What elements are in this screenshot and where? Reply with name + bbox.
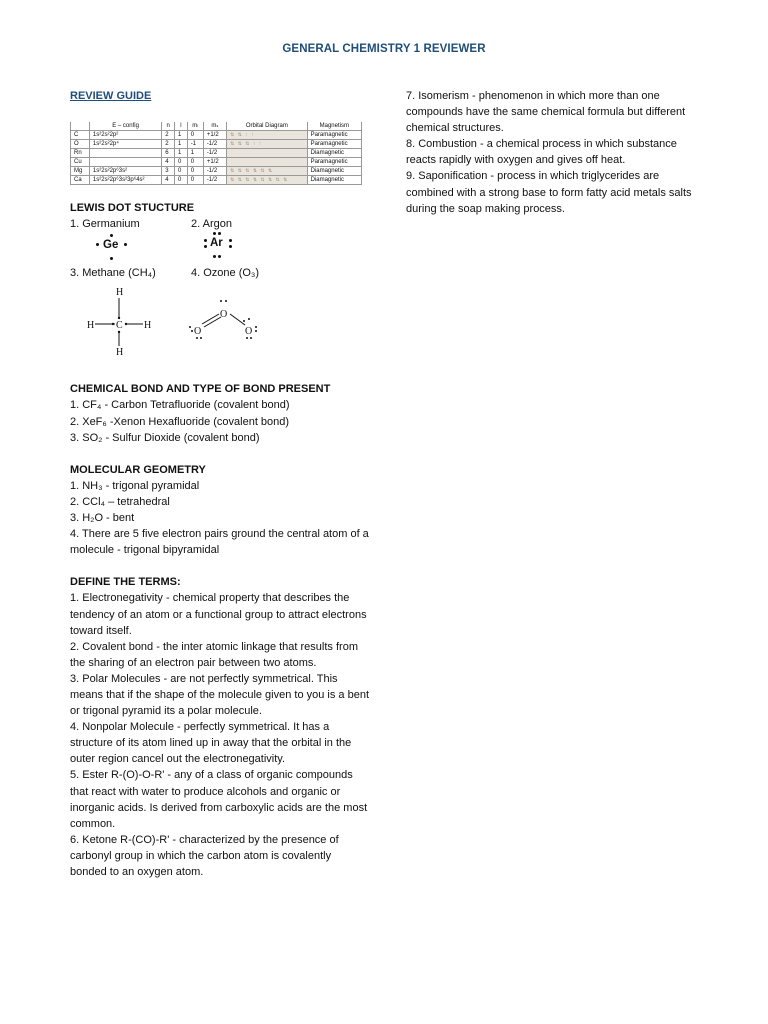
electron-dot <box>110 257 113 260</box>
table-header-cell: mₛ <box>203 122 226 131</box>
electron-dot <box>96 243 99 246</box>
bond-item: 2. XeF₆ -Xenon Hexafluoride (covalent bond) <box>70 415 290 428</box>
lewis-item-ozone: 4. Ozone (O₃) <box>191 267 260 280</box>
table-body <box>71 131 362 185</box>
table-cell: -1/2 <box>203 149 226 158</box>
table-cell: +1/2 <box>203 158 226 167</box>
table-header-cell: l <box>175 122 188 131</box>
table-cell: 1 <box>175 149 188 158</box>
table-cell <box>227 158 308 167</box>
ge-symbol: Ge <box>103 239 119 252</box>
table-cell: ⇅ ⇅ ⇅ ⇅ ⇅ ⇅ ⇅ ⇅ <box>227 176 308 185</box>
bond-item: 3. SO₂ - Sulfur Dioxide (covalent bond) <box>70 431 260 444</box>
review-guide-link[interactable]: REVIEW GUIDE <box>70 90 152 102</box>
table-header-cell: mₗ <box>187 122 203 131</box>
table-row <box>71 176 362 185</box>
geometry-list <box>70 478 370 558</box>
table-cell: -1/2 <box>203 176 226 185</box>
term-item: 1. Electronegativity - chemical property that describes the tendency of an atom or a functional group to attract electrons toward itself. <box>70 592 367 637</box>
table-cell: 6 <box>162 149 175 158</box>
table-cell: Paramagnetic <box>307 158 361 167</box>
lewis-dot-diagrams <box>70 232 370 265</box>
table-cell: Paramagnetic <box>307 140 361 149</box>
lewis-item-argon: 2. Argon <box>191 218 232 231</box>
table-cell: 1 <box>187 149 203 158</box>
table-cell: 4 <box>162 158 175 167</box>
lewis-row-1 <box>70 216 370 232</box>
table-header-cell: Magnetism <box>307 122 361 131</box>
term-item: 5. Ester R-(O)-O-R' - any of a class of organic compounds that react with water to produce alcohols and organic or inorganic acids. Is derived from carboxylic acids are the most common. <box>70 769 368 830</box>
table-cell: 0 <box>187 167 203 176</box>
term-item: 6. Ketone R-(CO)-R' - characterized by the presence of carbonyl group in which the carbon atom is covalently bonded to an oxygen atom. <box>70 833 339 878</box>
term-item: 4. Nonpolar Molecule - perfectly symmetrical. It has a structure of its atom lined up in away that the orbital in the outer region cancel out the electronegativity. <box>70 721 352 766</box>
right-terms-list <box>406 88 706 217</box>
table-cell: ⇅ ⇅ ↑ ↑ <box>227 131 308 140</box>
ozone-o-center: O <box>220 309 228 321</box>
table-cell <box>89 149 161 158</box>
bonds-heading: CHEMICAL BOND AND TYPE OF BOND PRESENT <box>70 383 331 396</box>
table-cell: C <box>71 131 90 140</box>
table-cell: +1/2 <box>203 131 226 140</box>
term-item: 2. Covalent bond - the inter atomic linkage that results from the sharing of an electron pair between two atoms. <box>70 640 358 669</box>
table-cell: Ca <box>71 176 90 185</box>
electron-config-table <box>70 122 362 185</box>
table-header-cell: Orbital Diagram <box>227 122 308 131</box>
lewis-item-germanium: 1. Germanium <box>70 218 140 231</box>
terms-list <box>70 590 370 880</box>
table-cell: 0 <box>175 167 188 176</box>
table-row <box>71 167 362 176</box>
geometry-item: 2. CCl₄ – tetrahedral <box>70 495 170 508</box>
table-cell: -1 <box>187 140 203 149</box>
table-cell: 0 <box>175 158 188 167</box>
terms-heading: DEFINE THE TERMS: <box>70 576 181 589</box>
ar-symbol: Ar <box>210 237 223 250</box>
methane-h-right: H <box>144 320 152 332</box>
lewis-heading: LEWIS DOT STUCTURE <box>70 202 195 215</box>
table-cell: 0 <box>187 131 203 140</box>
table-cell: 1 <box>175 140 188 149</box>
lewis-item-methane: 3. Methane (CH₄) <box>70 267 156 280</box>
bond-item: 1. CF₄ - Carbon Tetrafluoride (covalent bond) <box>70 399 290 412</box>
table-header-cell: n <box>162 122 175 131</box>
table-cell: Diamagnetic <box>307 176 361 185</box>
table-row <box>71 158 362 167</box>
geometry-item: 4. There are 5 five electron pairs ground the central atom of a molecule - trigonal bipyramidal <box>70 528 369 557</box>
table-row <box>71 140 362 149</box>
table-cell: ⇅ ⇅ ⇅ ↑ ↑ <box>227 140 308 149</box>
table-cell: -1/2 <box>203 167 226 176</box>
methane-h-bottom: H <box>116 347 124 359</box>
table-cell: 1s²2s²2p² <box>89 131 161 140</box>
table-cell: 1s²2s²2p⁴ <box>89 140 161 149</box>
geometry-heading: MOLECULAR GEOMETRY <box>70 463 206 476</box>
table-cell: 0 <box>187 158 203 167</box>
ozone-o-left: O <box>194 326 202 338</box>
left-column <box>70 88 370 880</box>
lewis-row-2 <box>70 265 370 281</box>
table-cell: Rn <box>71 149 90 158</box>
right-column <box>406 88 706 217</box>
table-cell: 1s²2s²2p⁶3s²3p⁶4s² <box>89 176 161 185</box>
table-cell: Cu <box>71 158 90 167</box>
table-header-cell <box>71 122 90 131</box>
table-header-row <box>71 122 362 131</box>
structure-diagrams <box>70 281 370 365</box>
term-item: 3. Polar Molecules - are not perfectly symmetrical. This means that if the shape of the molecule given to you is a bent or trigonal pyramid its a polar molecule. <box>70 672 370 718</box>
methane-ozone-structures <box>70 281 370 365</box>
table-cell: 4 <box>162 176 175 185</box>
methane-h-top: H <box>116 287 124 299</box>
table-cell: O <box>71 140 90 149</box>
term-item: 9. Saponification - process in which triglycerides are combined with a strong base to form fatty acid metals salts during the soap making process. <box>406 170 692 215</box>
table-cell: 1s²2s²2p⁶3s² <box>89 167 161 176</box>
table-row <box>71 131 362 140</box>
electron-dot <box>124 243 127 246</box>
methane-h-left: H <box>87 320 95 332</box>
table-cell: -1/2 <box>203 140 226 149</box>
table-cell: Diamagnetic <box>307 167 361 176</box>
table-row <box>71 149 362 158</box>
bonds-list <box>70 397 370 445</box>
electron-dot <box>229 245 232 248</box>
table-cell <box>227 149 308 158</box>
table-header-cell: E – config <box>89 122 161 131</box>
table-cell: 2 <box>162 131 175 140</box>
electron-dot <box>213 255 216 258</box>
table-cell: 2 <box>162 140 175 149</box>
table-cell: Paramagnetic <box>307 131 361 140</box>
table-cell: 3 <box>162 167 175 176</box>
table-cell: Diamagnetic <box>307 149 361 158</box>
term-item: 7. Isomerism - phenomenon in which more than one compounds have the same chemical formula but different chemical structures. <box>406 90 686 135</box>
table-cell: 1 <box>175 131 188 140</box>
methane-c: C <box>116 320 123 332</box>
table-cell: 0 <box>187 176 203 185</box>
electron-dot <box>204 239 207 242</box>
table-cell: Mg <box>71 167 90 176</box>
table-cell: ⇅ ⇅ ⇅ ⇅ ⇅ ⇅ <box>227 167 308 176</box>
geometry-item: 1. NH₃ - trigonal pyramidal <box>70 479 200 492</box>
term-item: 8. Combustion - a chemical process in which substance reacts rapidly with oxygen and gives off heat. <box>406 138 677 167</box>
table-cell <box>89 158 161 167</box>
electron-dot <box>204 245 207 248</box>
geometry-item: 3. H₂O - bent <box>70 512 135 525</box>
ozone-o-right: O <box>245 326 253 338</box>
electron-dot <box>229 239 232 242</box>
page-title: GENERAL CHEMISTRY 1 REVIEWER <box>282 43 486 55</box>
electron-dot <box>218 255 221 258</box>
table-cell: 0 <box>175 176 188 185</box>
